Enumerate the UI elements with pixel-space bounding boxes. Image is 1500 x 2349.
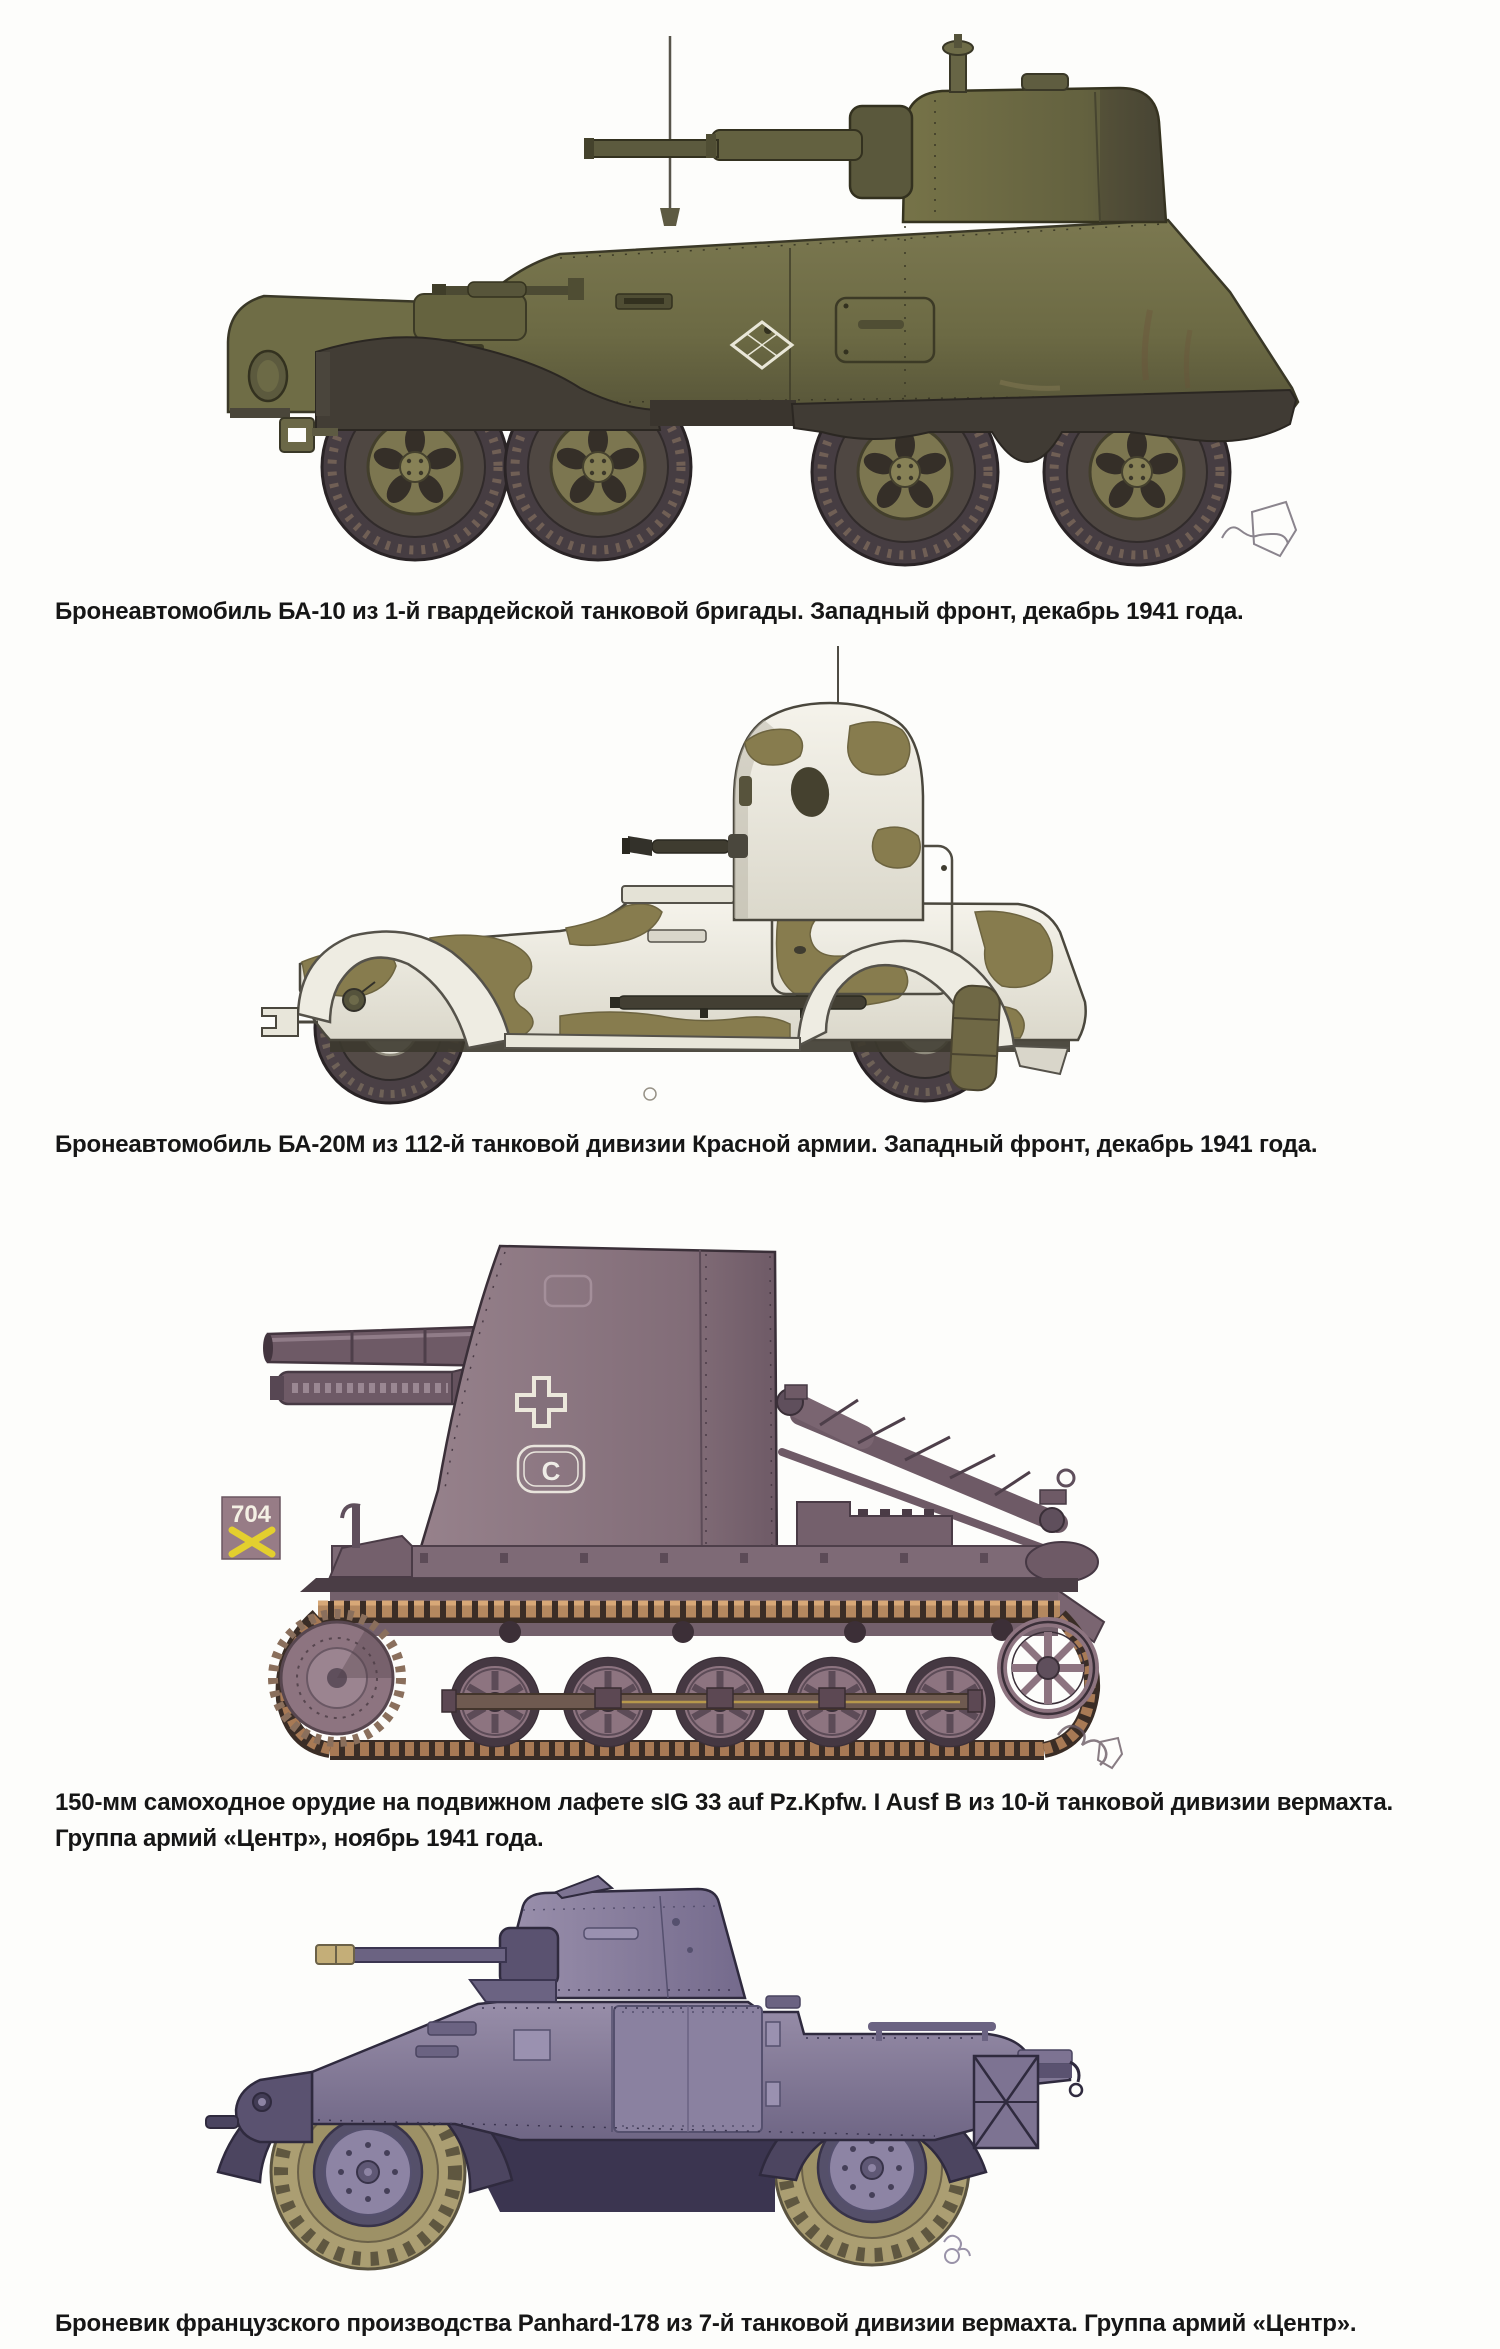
panhard-gun [316,1928,558,2002]
sig33-muffler [1026,1542,1098,1582]
panhard-nose [206,2072,312,2142]
plate-ba10 [228,34,1298,565]
ba10-gun [584,106,912,198]
ba20m-visor [622,886,734,903]
ba20m-artist-mark [644,1088,656,1100]
ba20m-rear-stowage [949,985,1000,1091]
sig33-shield [412,1246,777,1577]
sig33-idler-wheel [1002,1622,1094,1714]
ba20m-turret [734,703,923,920]
plate-sig33 [222,1246,1122,1768]
caption-ba20m: Бронеавтомобиль БА-20М из 112-й танковой дивизии Красной армии. Западный фронт, декабрь 1941 года. [55,1131,1318,1158]
plate-ba20m [262,646,1086,1103]
ba20m-turret-mg [622,834,748,858]
panhard-hull [312,1996,1082,2140]
ba10-louvre-panel [414,294,526,340]
sig33-tactical-number: 704 [230,1501,272,1528]
caption-ba10: Бронеавтомобиль БА-10 из 1-й гвардейской танковой бригады. Западный фронт, декабрь 1941 года. [55,598,1244,625]
plate-panhard178 [206,1876,1082,2269]
ba10-turret [903,34,1166,222]
ba20m-bumper-bracket [262,1008,298,1036]
panhard-artist-mark [944,2236,970,2263]
sig33-tactical-sign [222,1497,280,1559]
panhard-rear-rack [974,2056,1038,2148]
ba10-artist-signature [1222,502,1296,556]
sig33-turret-letter: C [541,1456,561,1486]
caption-sig33: 150-мм самоходное орудие на подвижном лафете sIG 33 auf Pz.Kpfw. I Ausf B из 10-й танковой дивизии вермахта. Группа армий «Центр», ноябрь 1941 года. [55,1789,1393,1852]
caption-panhard178: Броневик французского производства Panhard-178 из 7-й танковой дивизии вермахта. Группа армий «Центр». [55,2310,1357,2337]
